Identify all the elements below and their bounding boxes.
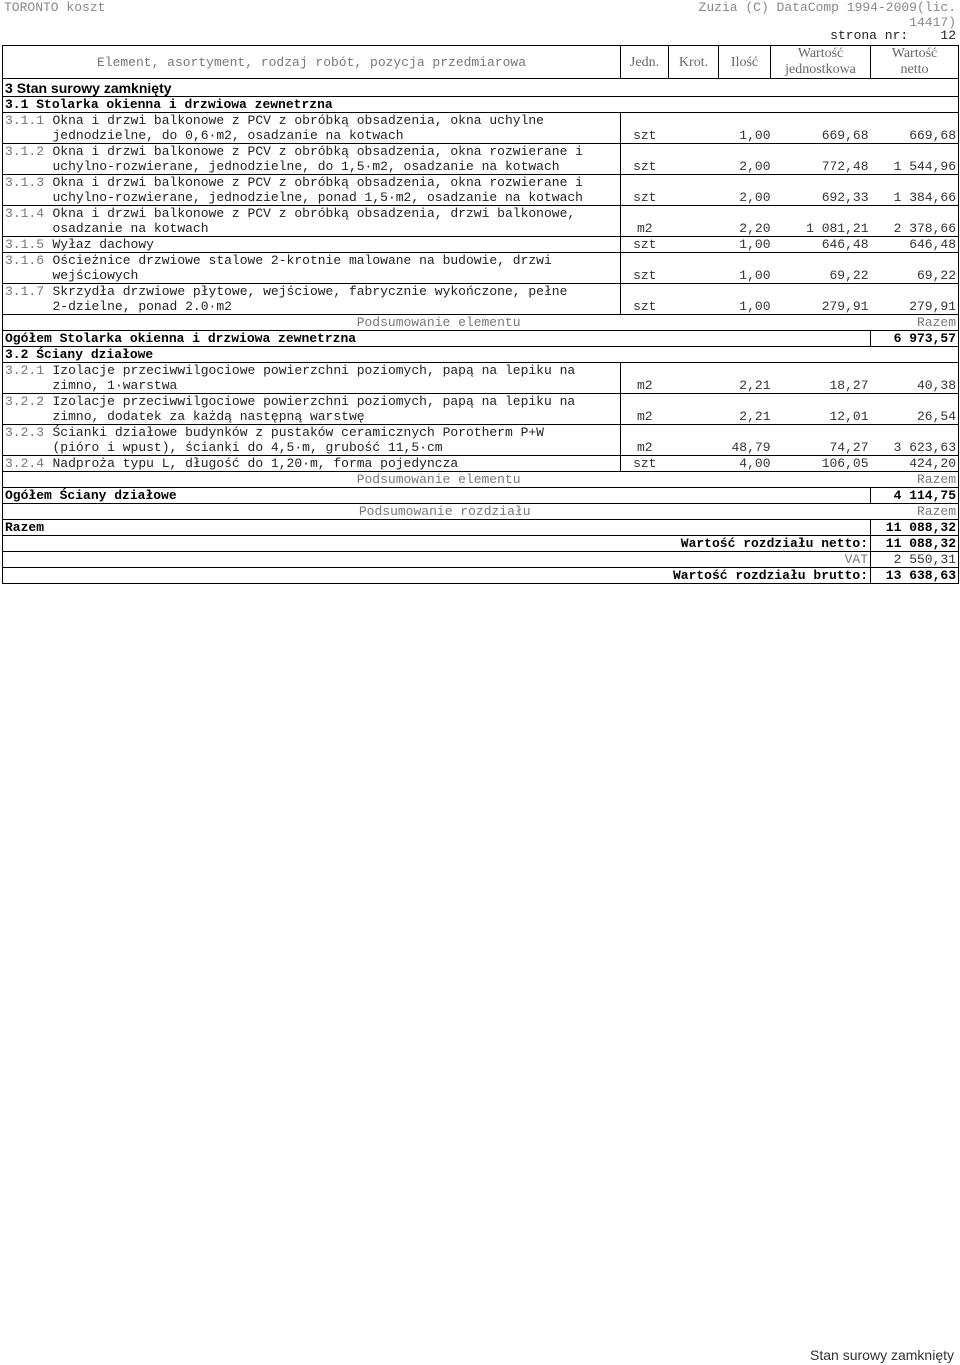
item-krot <box>669 363 719 394</box>
item-net-value: 1 384,66 <box>871 175 959 206</box>
cell <box>719 504 771 520</box>
col-unit-value-l2: jednostkowa <box>785 62 856 77</box>
cell <box>719 472 771 488</box>
element-total-value: 4 114,75 <box>871 488 959 504</box>
item-row <box>3 206 959 237</box>
item-desc-line: Wyłaz dachowy <box>52 237 154 252</box>
subsection-title <box>3 97 959 113</box>
item-krot <box>669 394 719 425</box>
item-krot <box>669 284 719 315</box>
item-unit: m2 <box>621 363 669 394</box>
document-header-right <box>626 0 956 30</box>
chapter-net-label: Wartość rozdziału netto: <box>3 536 871 552</box>
item-number: 3.2.2 <box>3 394 51 425</box>
item-qty: 48,79 <box>719 425 771 456</box>
col-unit-value <box>771 46 871 79</box>
page-number-row <box>830 28 956 43</box>
item-desc-line: (pióro i wpust), ścianki do 4,5·m, grubość 11,5·cm <box>52 440 443 455</box>
item-row <box>3 456 959 472</box>
item-unit-price: 279,91 <box>771 284 871 315</box>
item-unit-price: 18,27 <box>771 363 871 394</box>
section-title <box>3 79 959 97</box>
item-qty: 4,00 <box>719 456 771 472</box>
item-net-value: 26,54 <box>871 394 959 425</box>
cell <box>719 315 771 331</box>
item-desc-line: uchylno-rozwierane, jednodzielne, do 1,5·m2, osadzanie na kotwach <box>52 159 560 174</box>
subsection-name: Ściany działowe <box>36 347 154 362</box>
item-desc-line: zimno, dodatek za każdą następną warstwę <box>52 409 365 424</box>
chapter-summary-row <box>3 504 959 520</box>
item-unit: szt <box>621 175 669 206</box>
subsection-number: 3.2 <box>5 347 29 362</box>
page-label: strona nr: <box>830 28 909 43</box>
chapter-gross-row <box>3 568 959 584</box>
item-desc-line: wejściowych <box>52 268 139 283</box>
cell <box>3 315 51 331</box>
item-row <box>3 144 959 175</box>
element-summary-row <box>3 472 959 488</box>
element-summary-razem: Razem <box>871 315 959 331</box>
item-description <box>51 144 621 175</box>
item-description <box>51 253 621 284</box>
chapter-vat-label: VAT <box>3 552 871 568</box>
item-desc-line: jednodzielne, do 0,6·m2, osadzanie na kotwach <box>52 128 404 143</box>
subsection-row <box>3 97 959 113</box>
item-unit-price: 106,05 <box>771 456 871 472</box>
item-desc-line: Izolacje przeciwwilgociowe powierzchni poziomych, papą na lepiku na <box>52 363 576 378</box>
item-row <box>3 237 959 253</box>
cost-table <box>2 45 959 584</box>
item-description <box>51 394 621 425</box>
item-qty: 2,20 <box>719 206 771 237</box>
item-row <box>3 425 959 456</box>
section-number: 3 <box>5 80 13 96</box>
col-qty: Ilość <box>719 46 771 79</box>
license-line-1: Zuzia (C) DataComp 1994-2009(lic. <box>698 0 956 15</box>
item-unit-price: 772,48 <box>771 144 871 175</box>
item-row <box>3 113 959 144</box>
subsection-number: 3.1 <box>5 97 29 112</box>
item-desc-line: zimno, 1·warstwa <box>52 378 178 393</box>
item-desc-line: 2-dzielne, ponad 2.0·m2 <box>52 299 232 314</box>
item-number: 3.1.5 <box>3 237 51 253</box>
item-desc-line: Nadproża typu L, długość do 1,20·m, forma pojedyncza <box>52 456 459 471</box>
item-number: 3.1.4 <box>3 206 51 237</box>
page-number: 12 <box>940 28 956 43</box>
col-unit-value-l1: Wartość <box>797 46 844 61</box>
cell <box>621 472 669 488</box>
item-qty: 2,21 <box>719 394 771 425</box>
item-unit-price: 74,27 <box>771 425 871 456</box>
item-net-value: 279,91 <box>871 284 959 315</box>
item-unit-price: 1 081,21 <box>771 206 871 237</box>
document-header-left: TORONTO koszt <box>4 0 106 15</box>
cell <box>669 315 719 331</box>
col-element: Element, asortyment, rodzaj robót, pozycja przedmiarowa <box>3 46 621 79</box>
item-description <box>51 206 621 237</box>
item-desc-line: Okna i drzwi balkonowe z PCV z obróbką obsadzenia, okna rozwierane i <box>52 175 583 190</box>
item-qty: 1,00 <box>719 237 771 253</box>
element-total-row <box>3 331 959 347</box>
item-qty: 2,00 <box>719 175 771 206</box>
cell <box>3 472 51 488</box>
col-krot: Krot. <box>669 46 719 79</box>
item-unit-price: 69,22 <box>771 253 871 284</box>
item-desc-line: osadzanie na kotwach <box>52 221 209 236</box>
item-krot <box>669 456 719 472</box>
page-footer: Stan surowy zamknięty <box>810 1347 954 1363</box>
col-net-value <box>871 46 959 79</box>
item-unit: m2 <box>621 394 669 425</box>
item-desc-line: Okna i drzwi balkonowe z PCV z obróbką obsadzenia, okna uchylne <box>52 113 544 128</box>
item-desc-line: uchylno-rozwierane, jednodzielne, ponad 1,5·m2, osadzanie na kotwach <box>52 190 583 205</box>
item-number: 3.1.2 <box>3 144 51 175</box>
chapter-net-row <box>3 536 959 552</box>
subsection-title <box>3 347 959 363</box>
item-row <box>3 363 959 394</box>
column-header-row <box>3 46 959 79</box>
col-net-value-l1: Wartość <box>891 46 938 61</box>
element-summary-label: Podsumowanie elementu <box>51 472 621 488</box>
item-net-value: 69,22 <box>871 253 959 284</box>
item-net-value: 3 623,63 <box>871 425 959 456</box>
element-summary-row <box>3 315 959 331</box>
item-desc-line: Ścianki działowe budynków z pustaków ceramicznych Porotherm P+W <box>52 425 544 440</box>
item-desc-line: Okna i drzwi balkonowe z PCV z obróbką obsadzenia, drzwi balkonowe, <box>52 206 576 221</box>
item-desc-line: Skrzydła drzwiowe płytowe, wejściowe, fabrycznie wykończone, pełne <box>52 284 568 299</box>
chapter-summary-label: Podsumowanie rozdziału <box>51 504 621 520</box>
item-net-value: 40,38 <box>871 363 959 394</box>
cell <box>621 315 669 331</box>
item-description <box>51 425 621 456</box>
element-total-row <box>3 488 959 504</box>
item-row <box>3 253 959 284</box>
section-row <box>3 79 959 97</box>
item-net-value: 646,48 <box>871 237 959 253</box>
item-krot <box>669 113 719 144</box>
item-net-value: 424,20 <box>871 456 959 472</box>
item-row <box>3 175 959 206</box>
license-line-2: 14417) <box>909 15 956 30</box>
item-krot <box>669 144 719 175</box>
item-krot <box>669 253 719 284</box>
item-description <box>51 284 621 315</box>
item-net-value: 669,68 <box>871 113 959 144</box>
chapter-gross-value: 13 638,63 <box>871 568 959 584</box>
element-summary-razem: Razem <box>871 472 959 488</box>
item-unit-price: 646,48 <box>771 237 871 253</box>
element-total-value: 6 973,57 <box>871 331 959 347</box>
item-net-value: 2 378,66 <box>871 206 959 237</box>
item-desc-line: Izolacje przeciwwilgociowe powierzchni poziomych, papą na lepiku na <box>52 394 576 409</box>
cell <box>621 504 669 520</box>
element-summary-label: Podsumowanie elementu <box>51 315 621 331</box>
item-unit: m2 <box>621 206 669 237</box>
item-number: 3.2.4 <box>3 456 51 472</box>
item-krot <box>669 425 719 456</box>
item-unit: szt <box>621 144 669 175</box>
subsection-row <box>3 347 959 363</box>
item-qty: 1,00 <box>719 113 771 144</box>
item-unit: szt <box>621 284 669 315</box>
chapter-net-value: 11 088,32 <box>871 536 959 552</box>
item-unit: szt <box>621 456 669 472</box>
element-total-label: Ogółem Stolarka okienna i drzwiowa zewnetrzna <box>3 331 871 347</box>
chapter-vat-value: 2 550,31 <box>871 552 959 568</box>
item-number: 3.2.1 <box>3 363 51 394</box>
chapter-summary-razem: Razem <box>871 504 959 520</box>
col-unit: Jedn. <box>621 46 669 79</box>
cell <box>771 504 871 520</box>
item-unit: szt <box>621 237 669 253</box>
item-desc-line: Okna i drzwi balkonowe z PCV z obróbką obsadzenia, okna rozwierane i <box>52 144 583 159</box>
chapter-gross-label: Wartość rozdziału brutto: <box>3 568 871 584</box>
item-krot <box>669 175 719 206</box>
item-qty: 1,00 <box>719 284 771 315</box>
cell <box>669 472 719 488</box>
item-number: 3.2.3 <box>3 425 51 456</box>
item-qty: 2,00 <box>719 144 771 175</box>
col-net-value-l2: netto <box>900 62 929 77</box>
item-qty: 1,00 <box>719 253 771 284</box>
cell <box>771 315 871 331</box>
item-number: 3.1.7 <box>3 284 51 315</box>
element-total-label: Ogółem Ściany działowe <box>3 488 871 504</box>
chapter-razem-value: 11 088,32 <box>871 520 959 536</box>
section-name: Stan surowy zamknięty <box>16 80 172 96</box>
item-krot <box>669 206 719 237</box>
item-unit-price: 669,68 <box>771 113 871 144</box>
item-description <box>51 456 621 472</box>
item-row <box>3 394 959 425</box>
chapter-razem-label: Razem <box>3 520 871 536</box>
item-description <box>51 113 621 144</box>
item-qty: 2,21 <box>719 363 771 394</box>
item-unit-price: 12,01 <box>771 394 871 425</box>
item-desc-line: Ościeżnice drzwiowe stalowe 2-krotnie malowane na budowie, drzwi <box>52 253 552 268</box>
item-unit-price: 692,33 <box>771 175 871 206</box>
cell <box>669 504 719 520</box>
item-row <box>3 284 959 315</box>
item-number: 3.1.1 <box>3 113 51 144</box>
item-unit: szt <box>621 253 669 284</box>
chapter-razem-row <box>3 520 959 536</box>
subsection-name: Stolarka okienna i drzwiowa zewnetrzna <box>36 97 333 112</box>
item-description <box>51 175 621 206</box>
item-krot <box>669 237 719 253</box>
item-net-value: 1 544,96 <box>871 144 959 175</box>
item-number: 3.1.3 <box>3 175 51 206</box>
item-description <box>51 363 621 394</box>
cell <box>3 504 51 520</box>
item-number: 3.1.6 <box>3 253 51 284</box>
item-unit: m2 <box>621 425 669 456</box>
item-unit: szt <box>621 113 669 144</box>
cell <box>771 472 871 488</box>
chapter-vat-row <box>3 552 959 568</box>
item-description <box>51 237 621 253</box>
